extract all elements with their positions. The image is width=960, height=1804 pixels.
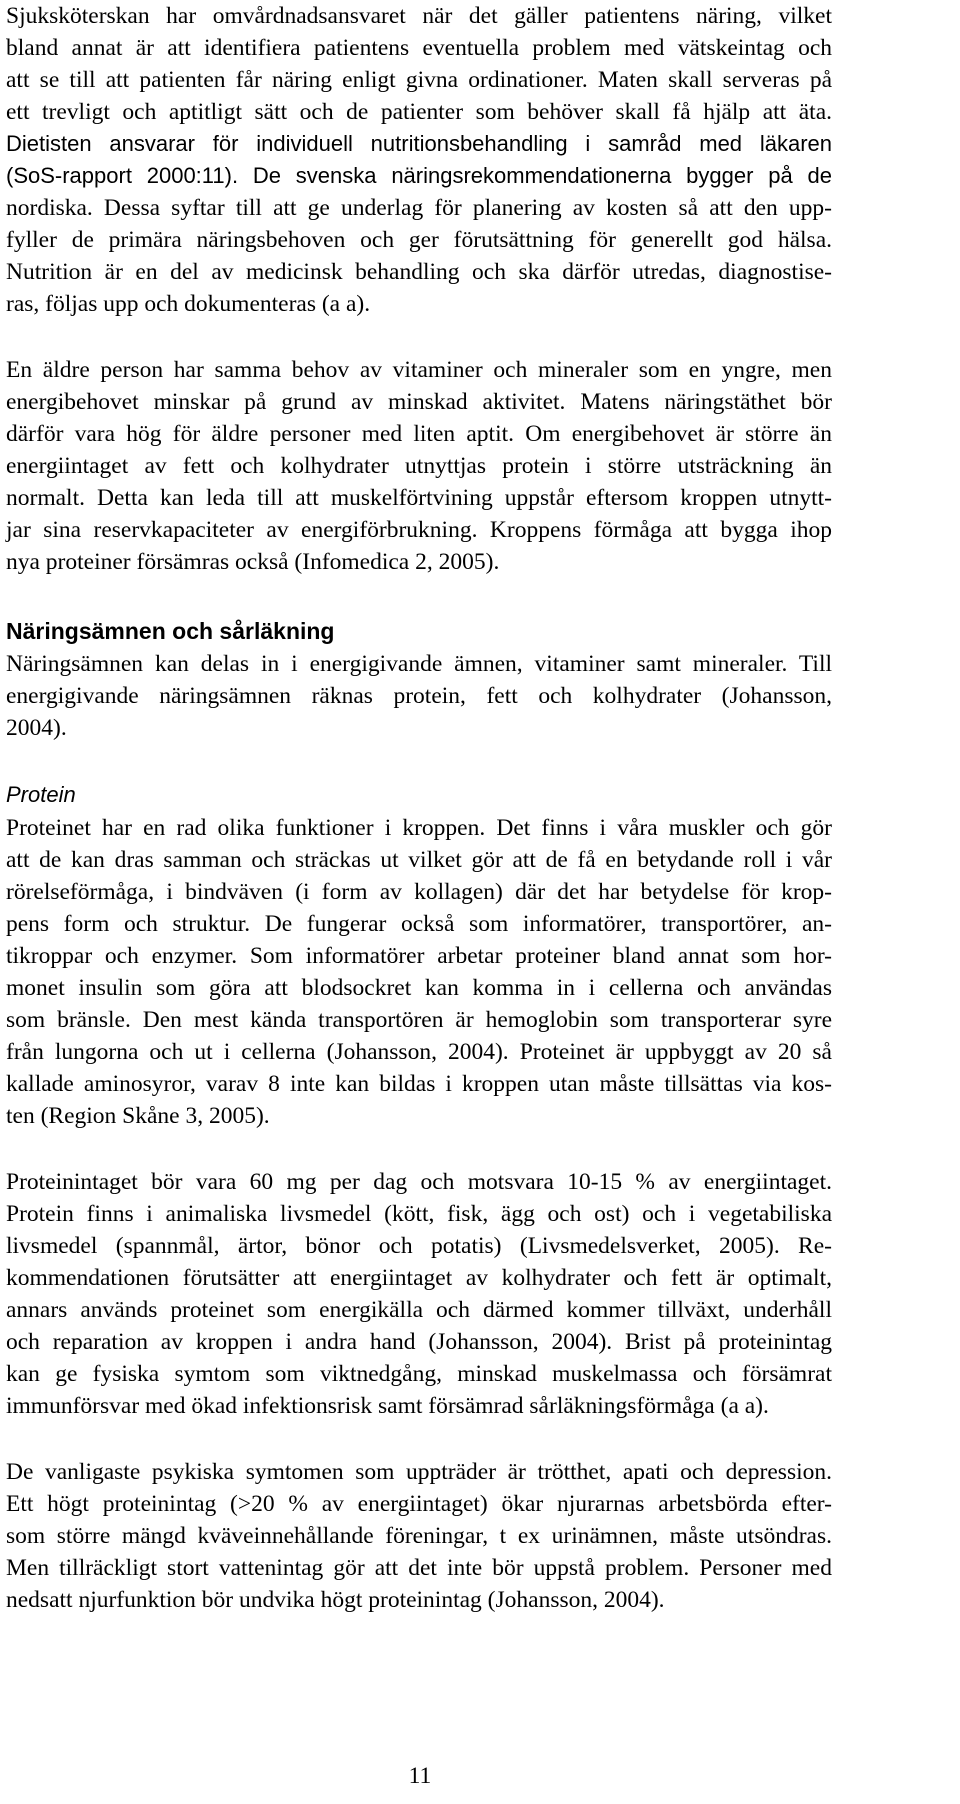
text-line: ten (Region Skåne 3, 2005). (6, 1103, 270, 1129)
text-line: annars används proteinet som energikälla och därmed kommer tillväxt, underhåll (6, 1297, 832, 1323)
page-number: 11 (408, 1763, 432, 1789)
paragraph-gap (6, 578, 832, 612)
paragraph-nutrients (6, 648, 832, 744)
text-line: fyller de primära näringsbehoven och ger förutsättning för generellt god hälsa. (6, 227, 832, 253)
section-heading: Näringsämnen och sårläkning (6, 618, 335, 644)
paragraph-elderly-energy (6, 354, 832, 578)
paragraph-gap (6, 744, 832, 778)
paragraph-gap (6, 1422, 832, 1456)
text-line: livsmedel (spannmål, ärtor, bönor och potatis) (Livsmedelsverket, 2005). Re- (6, 1233, 832, 1259)
text-line: En äldre person har samma behov av vitaminer och mineraler som en yngre, men (6, 357, 832, 383)
text-line: Protein finns i animaliska livsmedel (kött, fisk, ägg och ost) och i vegetabiliska (6, 1201, 832, 1227)
text-line: energibehovet minskar på grund av minskad aktivitet. Matens näringstäthet bör (6, 389, 832, 415)
text-line: från lungorna och ut i cellerna (Johansson, 2004). Proteinet är uppbyggt av 20 så (6, 1039, 832, 1065)
text-line: Ett högt proteinintag (>20 % av energiintaget) ökar njurarnas arbetsbörda efter- (6, 1491, 832, 1517)
text-line: ett trevligt och aptitligt sätt och de patienter som behöver skall få hjälp att äta. (6, 99, 832, 125)
text-line: därför vara hög för äldre personer med liten aptit. Om energibehovet är större än (6, 421, 832, 447)
text-line: tikroppar och enzymer. Som informatörer arbetar proteiner bland annat som hor- (6, 943, 832, 969)
text-line: rörelseförmåga, i bindväven (i form av kollagen) där det har betydelse för krop- (6, 879, 832, 905)
text-line (6, 128, 832, 160)
paragraph-gap (6, 320, 832, 354)
paragraph-protein-functions (6, 812, 832, 1132)
text-line: nordiska. Dessa syftar till att ge underlag för planering av kosten så att den upp- (6, 195, 832, 221)
text-line: som större mängd kväveinnehållande föreningar, t ex urinämnen, måste utsöndras. (6, 1523, 832, 1549)
text-line: energigivande näringsämnen räknas protein, fett och kolhydrater (Johansson, (6, 683, 832, 709)
text-line-sans: Dietisten ansvarar för individuell nutritionsbehandling i samråd med läkaren (6, 131, 832, 156)
text-line: ras, följas upp och dokumenteras (a a). (6, 291, 371, 317)
text-line: Proteinet har en rad olika funktioner i kroppen. Det finns i våra muskler och gör (6, 815, 832, 841)
paragraph-nutrition-responsibility (6, 0, 832, 320)
paragraph-psychological-symptoms (6, 1456, 832, 1616)
text-line: och reparation av kroppen i andra hand (Johansson, 2004). Brist på proteinintag (6, 1329, 832, 1355)
text-line: som bränsle. Den mest kända transportören är hemoglobin som transporterar syre (6, 1007, 832, 1033)
document-page (6, 0, 832, 1616)
paragraph-protein-intake (6, 1166, 832, 1422)
text-line: nya proteiner försämras också (Infomedica 2, 2005). (6, 549, 500, 575)
subsection-heading: Protein (6, 782, 76, 807)
text-line: kan ge fysiska symtom som viktnedgång, minskad muskelmassa och försämrat (6, 1361, 832, 1387)
text-line: pens form och struktur. De fungerar också som informatörer, transportörer, an- (6, 911, 832, 937)
text-line: att se till att patienten får näring enligt givna ordinationer. Maten skall serveras på (6, 67, 832, 93)
text-line: De vanligaste psykiska symtomen som uppträder är trötthet, apati och depression. (6, 1459, 832, 1485)
text-line: Men tillräckligt stort vattenintag gör att det inte bör uppstå problem. Personer med (6, 1555, 832, 1581)
text-line: Sjuksköterskan har omvårdnadsansvaret när det gäller patientens näring, vilket (6, 3, 832, 29)
text-line-sans: (SoS-rapport 2000:11). De svenska näringsrekommendationerna bygger på de (6, 163, 832, 188)
text-line: kommendationen förutsätter att energiintaget av kolhydrater och fett är optimalt, (6, 1265, 832, 1291)
text-line: jar sina reservkapaciteter av energiförbrukning. Kroppens förmåga att bygga ihop (6, 517, 832, 543)
text-line: 2004). (6, 715, 67, 741)
text-line: monet insulin som göra att blodsockret kan komma in i cellerna och användas (6, 975, 832, 1001)
text-line: Nutrition är en del av medicinsk behandling och ska därför utredas, diagnostise- (6, 259, 832, 285)
text-line: energiintaget av fett och kolhydrater utnyttjas protein i större utsträckning än (6, 453, 832, 479)
text-line: att de kan dras samman och sträckas ut vilket gör att de få en betydande roll i vår (6, 847, 832, 873)
text-line (6, 160, 832, 192)
text-line: nedsatt njurfunktion bör undvika högt proteinintag (Johansson, 2004). (6, 1587, 665, 1613)
paragraph-gap (6, 1132, 832, 1166)
text-line: Proteinintaget bör vara 60 mg per dag och motsvara 10-15 % av energiintaget. (6, 1169, 832, 1195)
text-line: Näringsämnen kan delas in i energigivande ämnen, vitaminer samt mineraler. Till (6, 651, 832, 677)
text-line: normalt. Detta kan leda till att muskelförtvining uppstår eftersom kroppen utnytt- (6, 485, 832, 511)
text-line: immunförsvar med ökad infektionsrisk samt försämrad sårläkningsförmåga (a a). (6, 1393, 769, 1419)
text-line: bland annat är att identifiera patientens eventuella problem med vätskeintag och (6, 35, 832, 61)
text-line: kallade aminosyror, varav 8 inte kan bildas i kroppen utan måste tillsättas via kos- (6, 1071, 832, 1097)
